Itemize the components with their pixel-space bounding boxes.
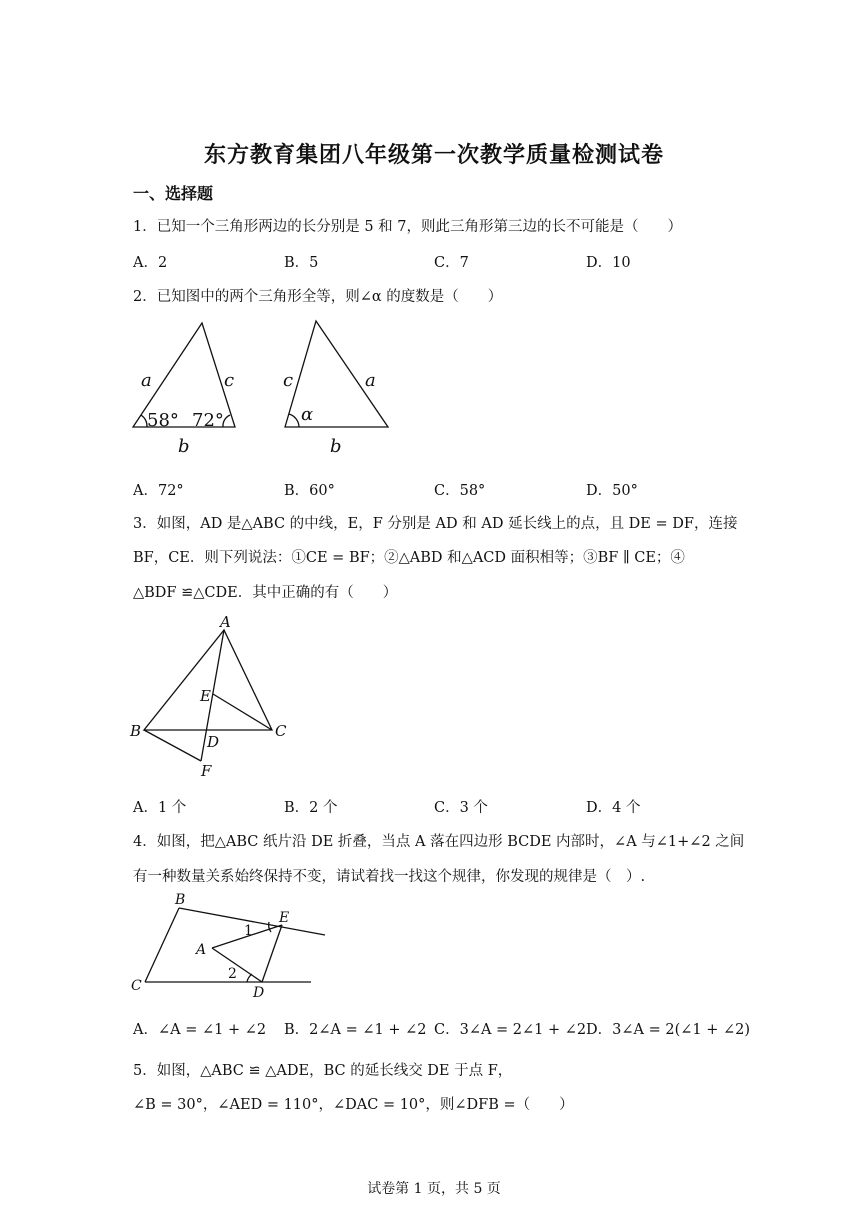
- q3-option-c[interactable]: C．3 个: [434, 800, 488, 816]
- q3-line-bf: [144, 730, 201, 761]
- q2-t1-side-left: a: [141, 370, 152, 391]
- question-3-line-2: BF，CE．则下列说法：①CE = BF；②△ABD 和△ACD 面积相等；③BF ∥ CE；④: [133, 550, 685, 566]
- q1-option-d[interactable]: D．10: [586, 255, 631, 271]
- question-5-line-2: ∠B = 30°，∠AED = 110°，∠DAC = 10°，则∠DFB =（ ）: [133, 1097, 574, 1113]
- page-footer: 试卷第 1 页，共 5 页: [367, 1181, 501, 1197]
- q3-label-a: A: [220, 613, 231, 631]
- q3-label-b: B: [130, 722, 142, 740]
- q4-label-a: A: [196, 942, 207, 958]
- q2-t2-side-bottom: b: [330, 436, 342, 457]
- q3-triangle-abc: [144, 630, 272, 730]
- q4-option-a[interactable]: A．∠A = ∠1 + ∠2: [133, 1022, 267, 1038]
- q4-label-c: C: [131, 978, 142, 994]
- question-4-line-1: 4．如图，把△ABC 纸片沿 DE 折叠，当点 A 落在四边形 BCDE 内部时，∠A 与∠1+∠2 之间: [133, 834, 745, 850]
- q4-label-e: E: [279, 910, 290, 926]
- question-1-stem: 1．已知一个三角形两边的长分别是 5 和 7，则此三角形第三边的长不可能是（ ）: [133, 219, 683, 235]
- q2-t2-side-right: a: [365, 370, 376, 391]
- page-title: 东方教育集团八年级第一次教学质量检测试卷: [203, 142, 664, 168]
- q4-angle-arc-1: [269, 922, 271, 932]
- q3-option-a[interactable]: A．1 个: [133, 800, 187, 816]
- q4-angle-arc-2: [247, 974, 252, 982]
- q4-line-ed: [262, 925, 282, 982]
- q2-t1-angle-72: 72°: [192, 410, 224, 431]
- q2-t1-side-bottom: b: [178, 436, 190, 457]
- q4-option-d[interactable]: D．3∠A = 2(∠1 + ∠2): [586, 1022, 750, 1038]
- q4-option-b[interactable]: B．2∠A = ∠1 + ∠2: [284, 1022, 427, 1038]
- q3-label-d: D: [207, 733, 220, 751]
- q3-option-d[interactable]: D．4 个: [586, 800, 641, 816]
- question-2-stem: 2．已知图中的两个三角形全等，则∠α 的度数是（ ）: [133, 289, 503, 305]
- q2-t1-angle-58: 58°: [147, 410, 179, 431]
- q2-angle-arc-72: [223, 415, 230, 427]
- q4-option-c[interactable]: C．3∠A = 2∠1 + ∠2: [434, 1022, 587, 1038]
- q3-label-e: E: [200, 687, 211, 705]
- q4-fold-figure: [125, 888, 335, 1000]
- q4-label-angle-2: 2: [228, 966, 237, 982]
- q2-option-a[interactable]: A．72°: [133, 483, 184, 499]
- q2-t1-side-right: c: [224, 370, 235, 391]
- q2-t2-angle-alpha: α: [301, 404, 314, 425]
- q3-label-f: F: [201, 762, 212, 780]
- q3-label-c: C: [275, 722, 287, 740]
- q4-line-bc: [145, 908, 179, 982]
- q2-option-c[interactable]: C．58°: [434, 483, 486, 499]
- q1-option-b[interactable]: B．5: [284, 255, 319, 271]
- section-heading: 一、选择题: [133, 184, 214, 203]
- q2-option-d[interactable]: D．50°: [586, 483, 638, 499]
- q1-option-a[interactable]: A．2: [133, 255, 168, 271]
- q2-option-b[interactable]: B．60°: [284, 483, 335, 499]
- q4-line-ad: [212, 948, 262, 982]
- q4-label-angle-1: 1: [244, 923, 253, 939]
- question-3-line-1: 3．如图，AD 是△ABC 的中线，E，F 分别是 AD 和 AD 延长线上的点，且 DE = DF，连接: [133, 516, 738, 532]
- q4-label-b: B: [175, 892, 186, 908]
- question-5-line-1: 5．如图，△ABC ≌ △ADE，BC 的延长线交 DE 于点 F，: [133, 1063, 513, 1079]
- q2-triangles-figure: [125, 315, 405, 460]
- q1-option-c[interactable]: C．7: [434, 255, 469, 271]
- question-4-line-2: 有一种数量关系始终保持不变，请试着找一找这个规律，你发现的规律是（ ）.: [133, 869, 646, 885]
- q4-label-d: D: [253, 985, 265, 1000]
- q3-triangle-figure: [125, 610, 305, 782]
- q3-option-b[interactable]: B．2 个: [284, 800, 338, 816]
- question-3-line-3: △BDF ≌△CDE．其中正确的有（ ）: [133, 585, 398, 601]
- q2-angle-arc-alpha: [289, 414, 299, 427]
- q2-t2-side-left: c: [283, 370, 294, 391]
